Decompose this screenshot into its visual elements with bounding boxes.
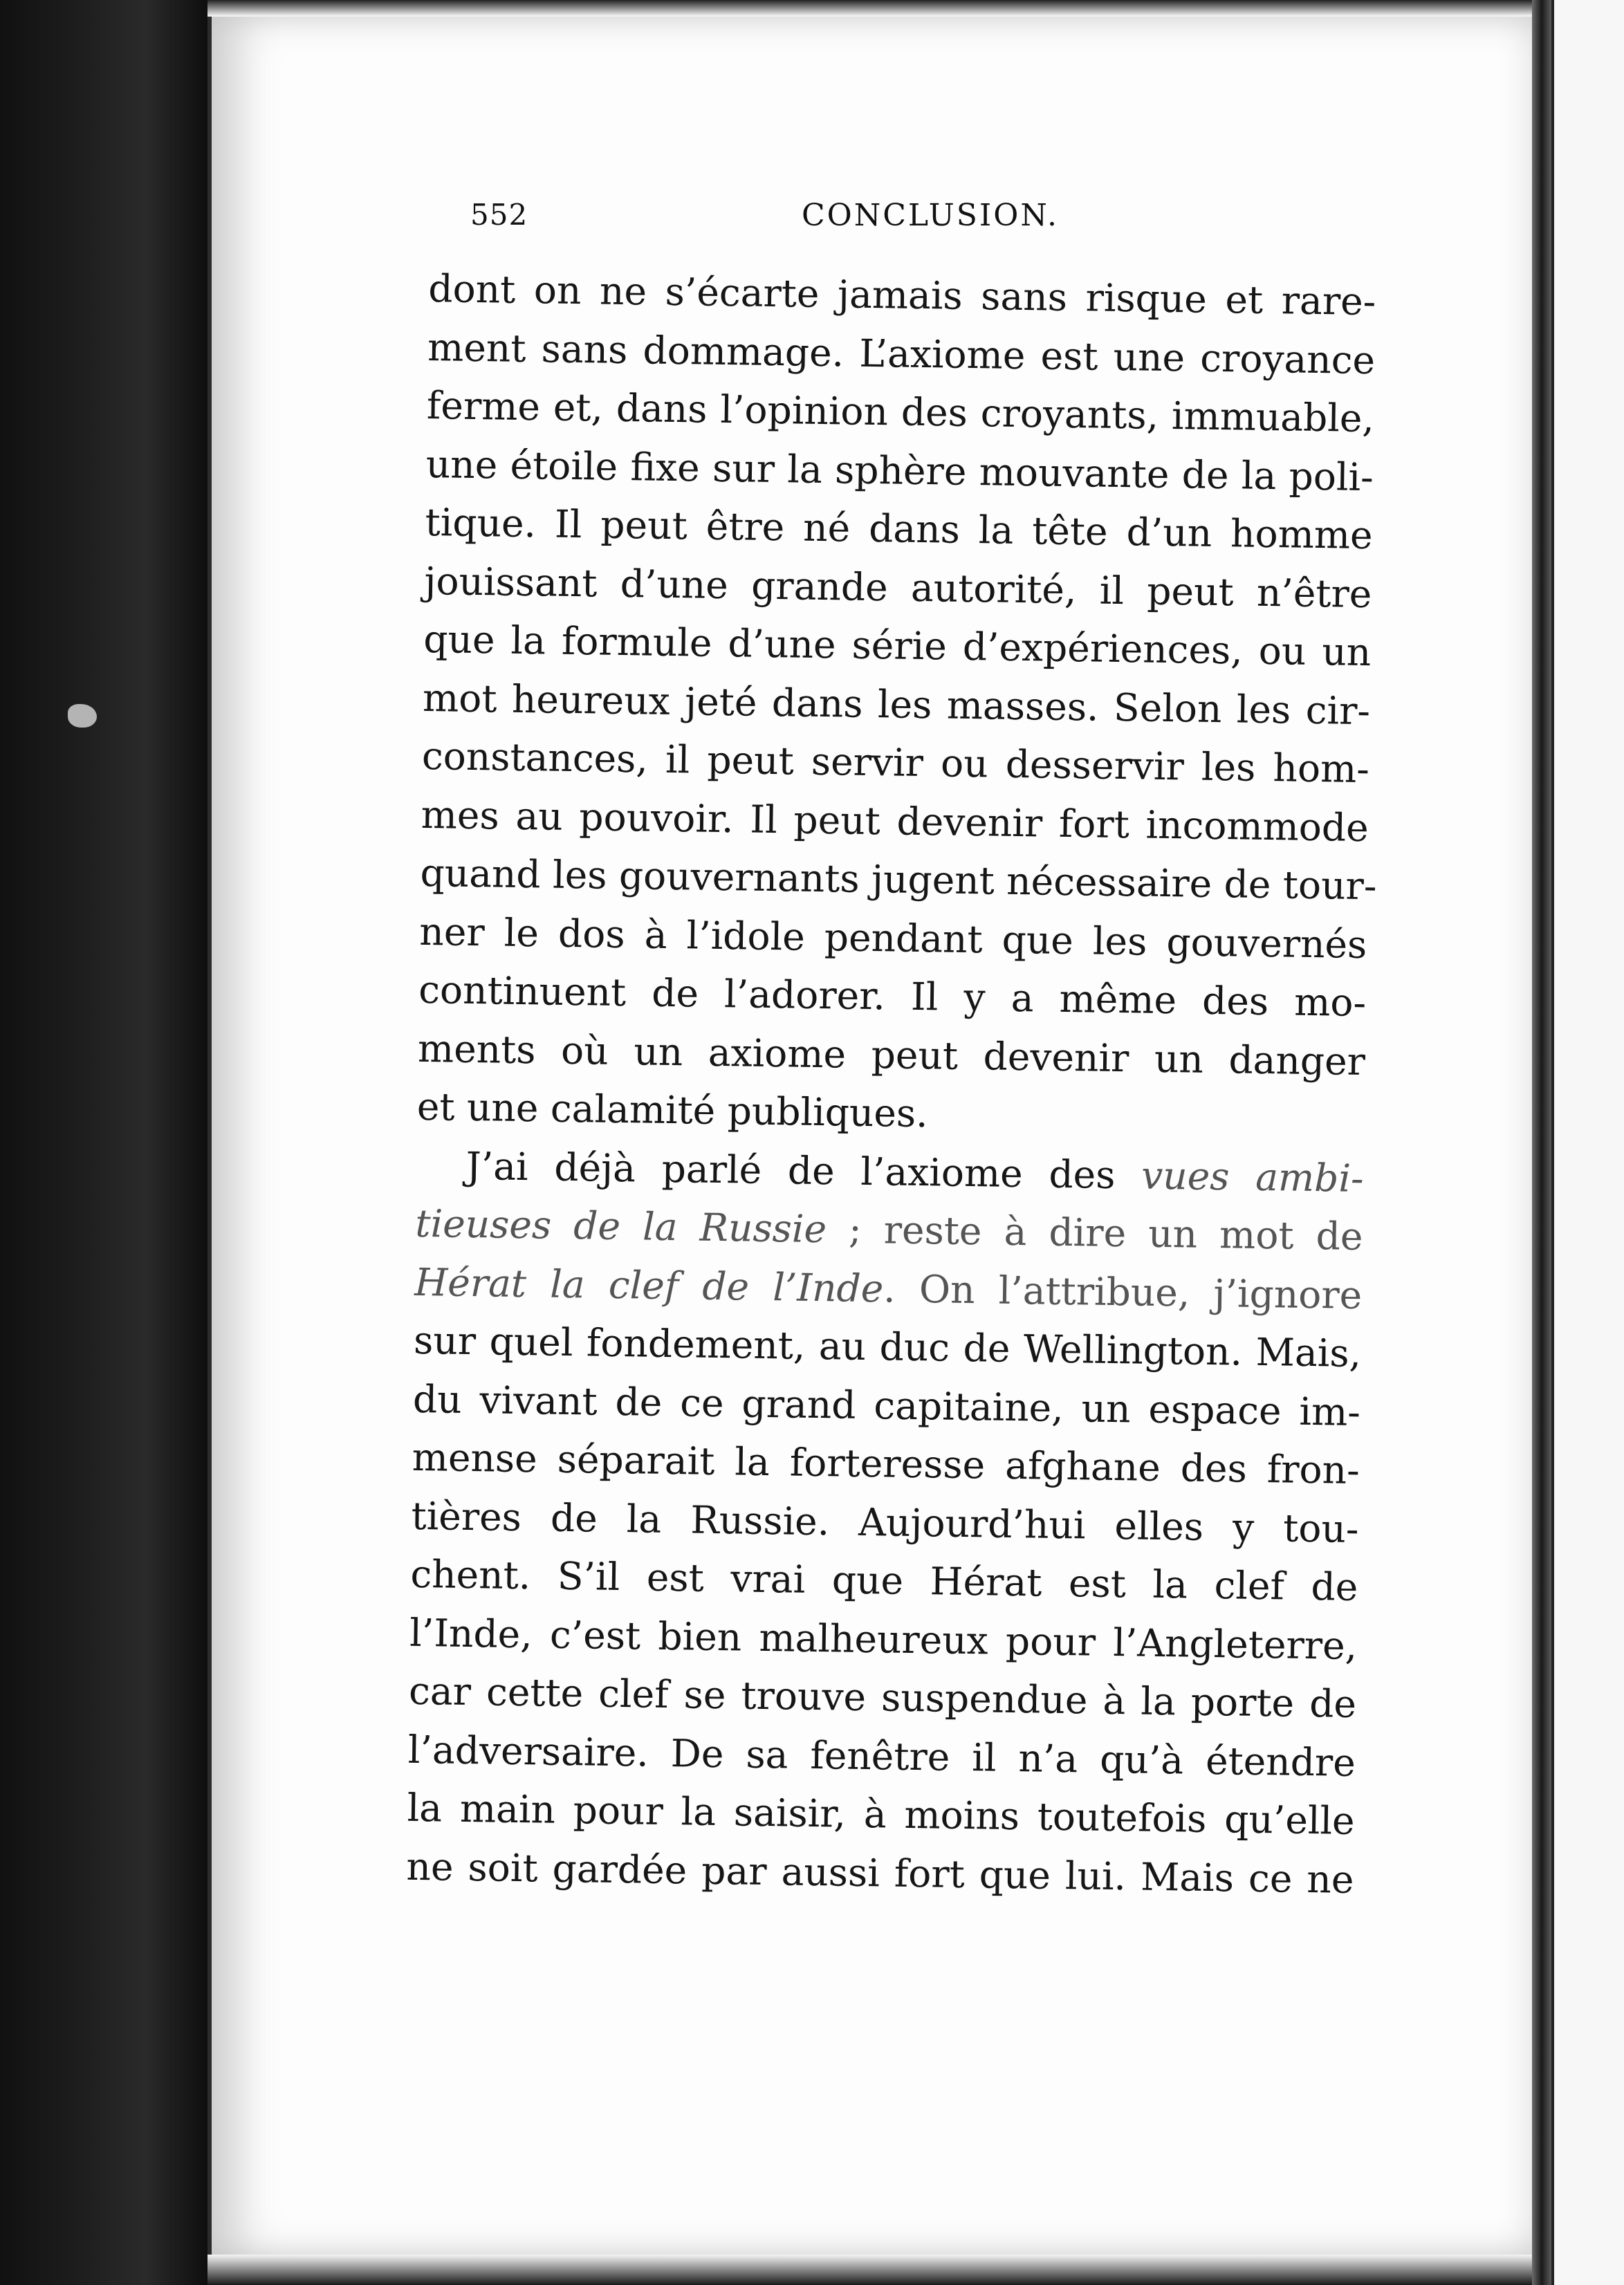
text-run: ; reste à dire un mot de xyxy=(826,1207,1363,1259)
text-line: mot heureux jeté dans les masses. Selon les cir- xyxy=(422,675,1371,733)
text-line: l’adversaire. De sa fenêtre il n’a qu’à étendre xyxy=(407,1727,1356,1785)
text-line: constances, il peut servir ou desservir les hom- xyxy=(421,733,1370,792)
text-run: . On l’attribue, j’ignore xyxy=(883,1266,1363,1317)
text-line: continuent de l’adorer. Il y a même des mo- xyxy=(418,967,1367,1026)
text-line: du vivant de ce grand capitaine, un espace im- xyxy=(412,1376,1361,1434)
text-line: ferme et, dans l’opinion des croyants, immuable, xyxy=(426,382,1375,441)
page-header xyxy=(470,198,1349,246)
italic-text-run: vues ambi- xyxy=(1141,1153,1365,1201)
text-run: J’ai déjà parlé de l’axiome des xyxy=(465,1143,1142,1198)
paragraph-1 xyxy=(416,259,1376,1149)
text-line: mense séparait la forteresse afghane des fron- xyxy=(412,1434,1360,1492)
text-line: ments où un axiome peut devenir un danger xyxy=(417,1026,1366,1084)
top-edge-shadow xyxy=(207,0,1551,17)
text-line: l’Inde, c’est bien malheureux pour l’Angleterre, xyxy=(409,1610,1358,1668)
text-line: la main pour la saisir, à moins toutefois qu’elle xyxy=(407,1785,1356,1843)
text-line: tique. Il peut être né dans la tête d’un homme xyxy=(425,499,1374,558)
italic-text-run: Hérat la clef de l’Inde xyxy=(414,1259,884,1311)
running-head: CONCLUSION. xyxy=(801,198,1060,233)
bottom-edge-shadow xyxy=(207,2255,1551,2285)
text-line: tières de la Russie. Aujourd’hui elles y tou- xyxy=(411,1493,1359,1551)
spine-blemish xyxy=(68,704,97,728)
body-text xyxy=(406,259,1376,1909)
page-gutter-edge xyxy=(1532,0,1551,2285)
text-line: jouissant d’une grande autorité, il peut n’être xyxy=(424,558,1372,616)
page-number: 552 xyxy=(470,198,528,232)
paragraph-2 xyxy=(406,1136,1364,1909)
text-line: dont on ne s’écarte jamais sans risque et rare- xyxy=(427,266,1376,324)
text-line: car cette clef se trouve suspendue à la porte de xyxy=(408,1668,1357,1726)
text-line: ner le dos à l’idole pendant que les gouvernés xyxy=(418,909,1367,967)
text-line: sur quel fondement, au duc de Wellington. Mais, xyxy=(413,1317,1362,1376)
text-line: quand les gouvernants jugent nécessaire de tour- xyxy=(420,850,1377,909)
text-line: que la formule d’une série d’expériences, ou un xyxy=(423,616,1372,675)
text-line: chent. S’il est vrai que Hérat est la clef de xyxy=(410,1551,1358,1609)
text-line: et une calamité publiques. xyxy=(416,1084,929,1136)
text-line: ne soit gardée par aussi fort que lui. Mais ce ne xyxy=(406,1844,1354,1902)
text-line: mes au pouvoir. Il peut devenir fort incommode xyxy=(421,792,1369,850)
book-spine xyxy=(0,0,207,2285)
italic-text-run: tieuses de la Russie xyxy=(415,1201,827,1252)
text-line: ment sans dommage. L’axiome est une croyance xyxy=(427,324,1376,382)
facing-page-edge xyxy=(1551,0,1624,2285)
text-line: une étoile fixe sur la sphère mouvante de la poli- xyxy=(425,441,1374,499)
